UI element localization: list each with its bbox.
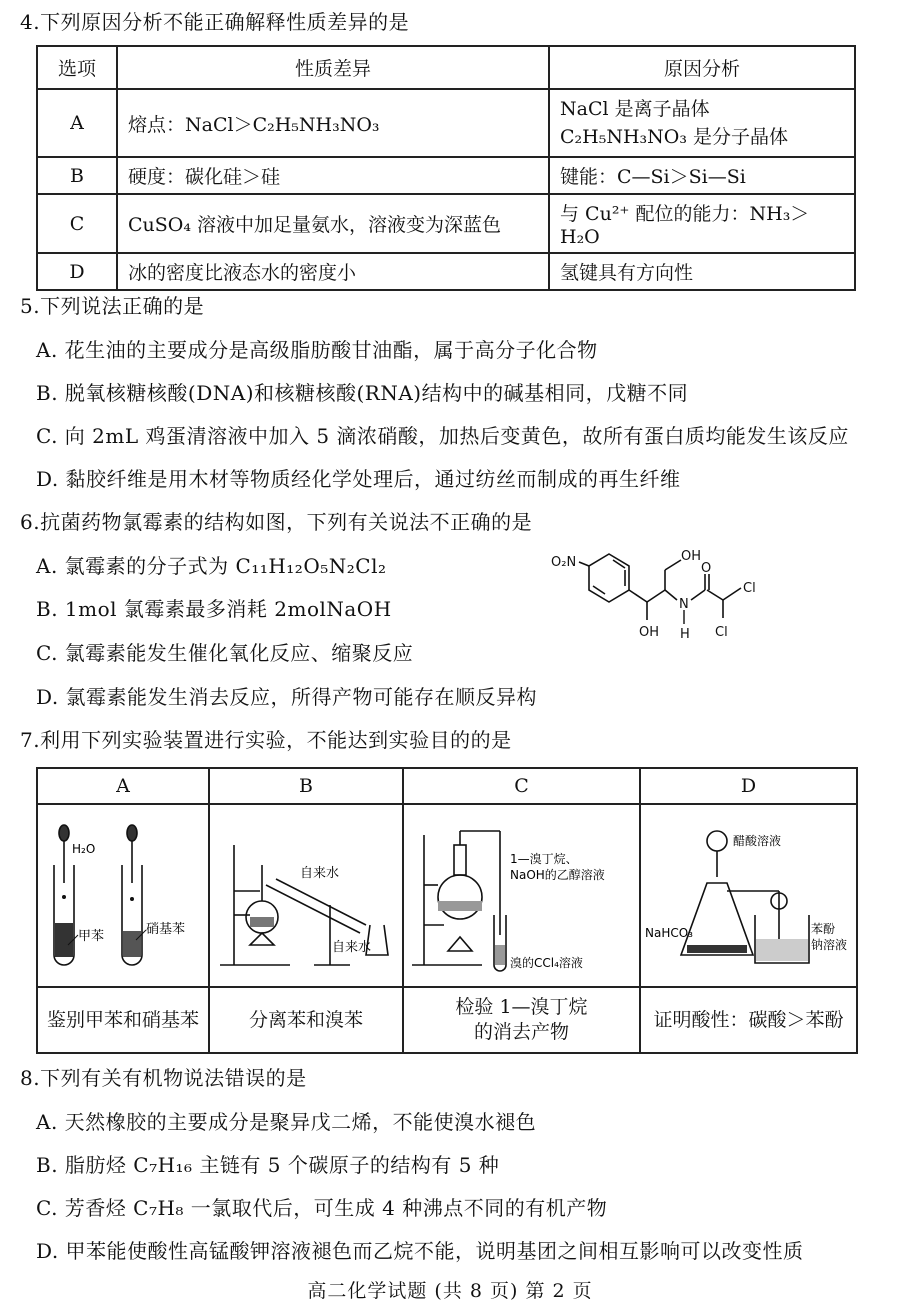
q5-option-c: C. 向 2mL 鸡蛋清溶液中加入 5 滴浓硝酸，加热后变黄色，故所有蛋白质均能发生该反应 (36, 424, 849, 448)
q7-caption-b: 分离苯和溴苯 (209, 987, 403, 1053)
q4-reason (549, 89, 855, 157)
q7-figure-d (640, 804, 857, 987)
page-footer: 高二化学试题 (共 8 页) 第 2 页 (307, 1280, 593, 1302)
struct-o-label: O (701, 561, 712, 576)
q4-reason: 与 Cu²⁺ 配位的能力：NH₃＞H₂O (549, 194, 855, 253)
q7-caption-d: 证明酸性：碳酸＞苯酚 (640, 987, 857, 1053)
q5-option-d: D. 黏胶纤维是用木材等物质经化学处理后，通过纺丝而制成的再生纤维 (36, 467, 681, 491)
label-sodium-solution: 钠溶液 (811, 938, 848, 952)
label-naoh-ethanol: NaOH的乙醇溶液 (510, 868, 605, 882)
q4-header-row (37, 46, 855, 89)
q7-figure-c (403, 804, 640, 987)
q4-option: C (37, 194, 117, 253)
test-tubes-illustration (38, 805, 208, 981)
q6-title: 6.抗菌药物氯霉素的结构如图，下列有关说法不正确的是 (20, 510, 533, 534)
q4-reason-line: C₂H₅NH₃NO₃ 是分子晶体 (560, 126, 789, 148)
q4-title: 4.下列原因分析不能正确解释性质差异的是 (20, 10, 410, 34)
q7-caption-row (37, 987, 857, 1053)
q7-caption-a: 鉴别甲苯和硝基苯 (37, 987, 209, 1053)
q8-option-c: C. 芳香烃 C₇H₈ 一氯取代后，可生成 4 种沸点不同的有机产物 (36, 1196, 608, 1220)
q4-header-reason: 原因分析 (549, 46, 855, 89)
q7-table (36, 767, 858, 1054)
q6-option-c: C. 氯霉素能发生催化氧化反应、缩聚反应 (36, 641, 414, 665)
q5-option-a: A. 花生油的主要成分是高级脂肪酸甘油酯，属于高分子化合物 (36, 338, 598, 362)
table-row (37, 89, 855, 157)
q4-reason: 氢键具有方向性 (549, 253, 855, 290)
struct-h-label: H (680, 627, 690, 642)
label-tap-water-top: 自来水 (300, 866, 340, 881)
label-nitrobenzene: 硝基苯 (146, 922, 186, 937)
q8-option-a: A. 天然橡胶的主要成分是聚异戊二烯，不能使溴水褪色 (36, 1110, 537, 1134)
q4-header-option: 选项 (37, 46, 117, 89)
q5-title: 5.下列说法正确的是 (20, 294, 205, 318)
label-nahco3: NaHCO₃ (645, 926, 693, 940)
q4-table (36, 45, 856, 291)
q4-property: 硬度：碳化硅＞硅 (117, 157, 549, 194)
q7-header-row (37, 768, 857, 804)
q7-header-d: D (640, 768, 857, 804)
q7-title: 7.利用下列实验装置进行实验，不能达到实验目的的是 (20, 728, 512, 752)
q4-option: A (37, 89, 117, 157)
label-toluene: 甲苯 (78, 929, 105, 944)
q4-option: D (37, 253, 117, 290)
q6-option-b: B. 1mol 氯霉素最多消耗 2molNaOH (36, 597, 392, 621)
struct-no2-label: O₂N (551, 555, 577, 570)
q7-figure-b (209, 804, 403, 987)
q8-option-b: B. 脂肪烃 C₇H₁₆ 主链有 5 个碳原子的结构有 5 种 (36, 1153, 500, 1177)
struct-cl-label: Cl (743, 581, 756, 596)
q4-property: 熔点：NaCl＞C₂H₅NH₃NO₃ (117, 89, 549, 157)
elimination-test-illustration (404, 805, 639, 981)
table-row (37, 194, 855, 253)
q7-header-c: C (403, 768, 640, 804)
q7-caption-c: 检验 1—溴丁烷 的消去产物 (403, 987, 640, 1053)
struct-oh-label: OH (681, 549, 702, 564)
q7-figure-a (37, 804, 209, 987)
q7-header-b: B (209, 768, 403, 804)
table-row (37, 253, 855, 290)
label-bromobutane: 1—溴丁烷、 (510, 852, 578, 866)
q7-header-a: A (37, 768, 209, 804)
q6-option-a: A. 氯霉素的分子式为 C₁₁H₁₂O₅N₂Cl₂ (36, 554, 387, 578)
q4-property: CuSO₄ 溶液中加足量氨水，溶液变为深蓝色 (117, 194, 549, 253)
q4-reason: 键能：C—Si＞Si—Si (549, 157, 855, 194)
q7-figure-row (37, 804, 857, 987)
struct-cl-label: Cl (715, 625, 728, 640)
q8-option-d: D. 甲苯能使酸性高锰酸钾溶液褪色而乙烷不能，说明基团之间相互影响可以改变性质 (36, 1239, 804, 1263)
q4-header-property: 性质差异 (117, 46, 549, 89)
q4-reason-line: NaCl 是离子晶体 (560, 97, 710, 120)
label-phenol: 苯酚 (811, 922, 836, 936)
table-row (37, 157, 855, 194)
label-h2o: H₂O (72, 842, 96, 856)
q8-title: 8.下列有关有机物说法错误的是 (20, 1066, 307, 1090)
q5-option-b: B. 脱氧核糖核酸(DNA)和核糖核酸(RNA)结构中的碱基相同，戊糖不同 (36, 381, 689, 405)
label-tap-water-bottom: 自来水 (332, 940, 372, 955)
chloramphenicol-structure (545, 540, 775, 650)
q6-option-d: D. 氯霉素能发生消去反应，所得产物可能存在顺反异构 (36, 685, 538, 709)
label-acetic-acid: 醋酸溶液 (733, 834, 782, 848)
q4-option: B (37, 157, 117, 194)
distillation-illustration (210, 805, 402, 981)
struct-oh-label: OH (639, 625, 660, 640)
q4-property: 冰的密度比液态水的密度小 (117, 253, 549, 290)
label-bromine-ccl4: 溴的CCl₄溶液 (510, 956, 583, 970)
struct-n-label: N (679, 597, 689, 612)
acidity-illustration (641, 805, 856, 981)
